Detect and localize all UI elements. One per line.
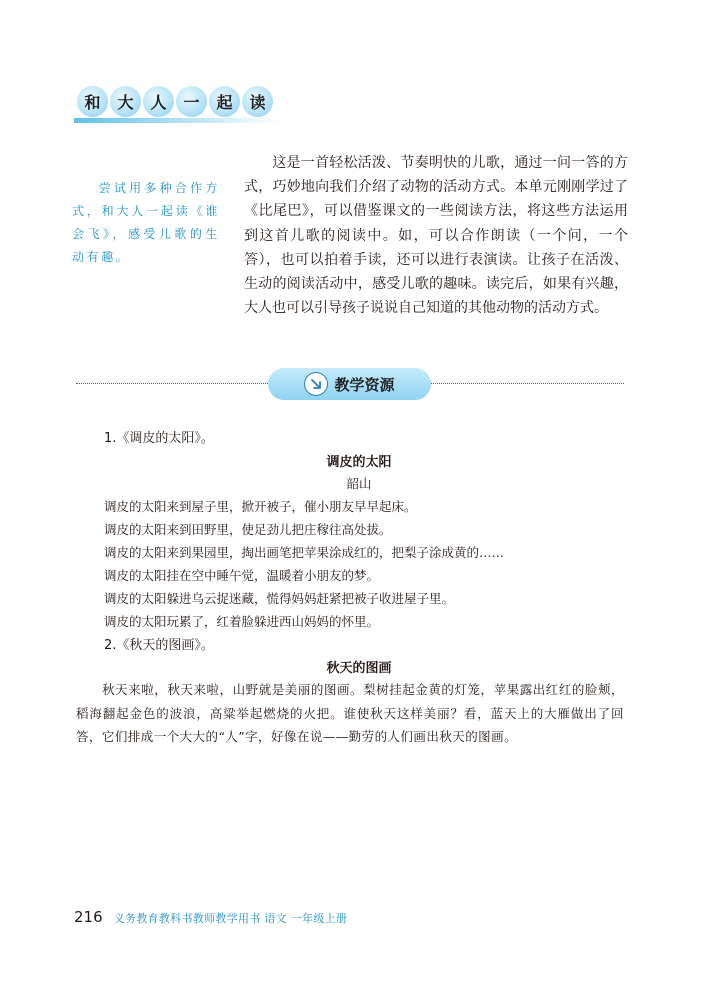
- arrow-down-right-icon: [304, 372, 328, 396]
- header-char: 和: [77, 86, 108, 117]
- poem-line: 调皮的太阳来到果园里，掏出画笔把苹果涂成红的，把梨子涂成黄的……: [104, 545, 505, 560]
- header-char: 起: [209, 86, 240, 117]
- page-number: 216: [74, 908, 103, 926]
- poem-line: 调皮的太阳躲进乌云捉迷藏，慌得妈妈赶紧把被子收进屋子里。: [104, 591, 455, 606]
- resources-title: 教学资源: [334, 375, 395, 394]
- book-title: 义务教育教科书教师教学用书 语文 一年级上册: [113, 912, 348, 925]
- header-char: 大: [110, 86, 141, 117]
- poem-author: 韶山: [346, 476, 372, 491]
- essay-text: 秋天来啦，秋天来啦，山野就是美丽的图画。梨树挂起金黄的灯笼，苹果露出红红的脸颊，稻海翻起金色的波浪，高粱举起燃烧的火把。谁使秋天这样美丽？看，蓝天上的大雁做出了回答，它们排成一个大大的“人”字，好像在说——勤劳的人们画出秋天的图画。: [76, 682, 624, 744]
- side-note: [72, 177, 220, 269]
- poem-line: 调皮的太阳来到屋子里，掀开被子，催小朋友早早起床。: [104, 499, 417, 514]
- side-note-text: 尝试用多种合作方式，和大人一起读《谁会飞》，感受儿歌的生动有趣。: [72, 181, 220, 264]
- section-header: [77, 86, 275, 118]
- header-char: 一: [176, 86, 207, 117]
- resource-item-2-label: 2.《秋天的图画》。: [104, 638, 214, 653]
- header-underline: [74, 118, 280, 123]
- poem-line: 调皮的太阳玩累了，红着脸躲进西山妈妈的怀里。: [104, 614, 380, 629]
- poem-line: 调皮的太阳来到田野里，使足劲儿把庄稼往高处拔。: [104, 522, 392, 537]
- poem-title: 调皮的太阳: [326, 455, 392, 470]
- essay-body: [76, 678, 624, 749]
- header-char: 人: [143, 86, 174, 117]
- page-footer: [74, 907, 347, 926]
- main-paragraph: [244, 151, 628, 320]
- resources-badge: [268, 368, 431, 400]
- resource-item-1-label: 1.《调皮的太阳》。: [104, 431, 214, 446]
- main-paragraph-text: 这是一首轻松活泼、节奏明快的儿歌，通过一问一答的方式，巧妙地向我们介绍了动物的活动方式。本单元刚刚学过了《比尾巴》，可以借鉴课文的一些阅读方法，将这些方法运用到这首儿歌的阅读中。如，可以合作朗读（一个问，一个答），也可以拍着手读，还可以进行表演读。让孩子在活泼、生动的阅读活动中，感受儿歌的趣味。读完后，如果有兴趣，大人也可以引导孩子说说自己知道的其他动物的活动方式。: [244, 155, 628, 317]
- header-char: 读: [242, 86, 273, 117]
- essay-title: 秋天的图画: [326, 661, 392, 676]
- poem-line: 调皮的太阳挂在空中睡午觉，温暖着小朋友的梦。: [104, 568, 380, 583]
